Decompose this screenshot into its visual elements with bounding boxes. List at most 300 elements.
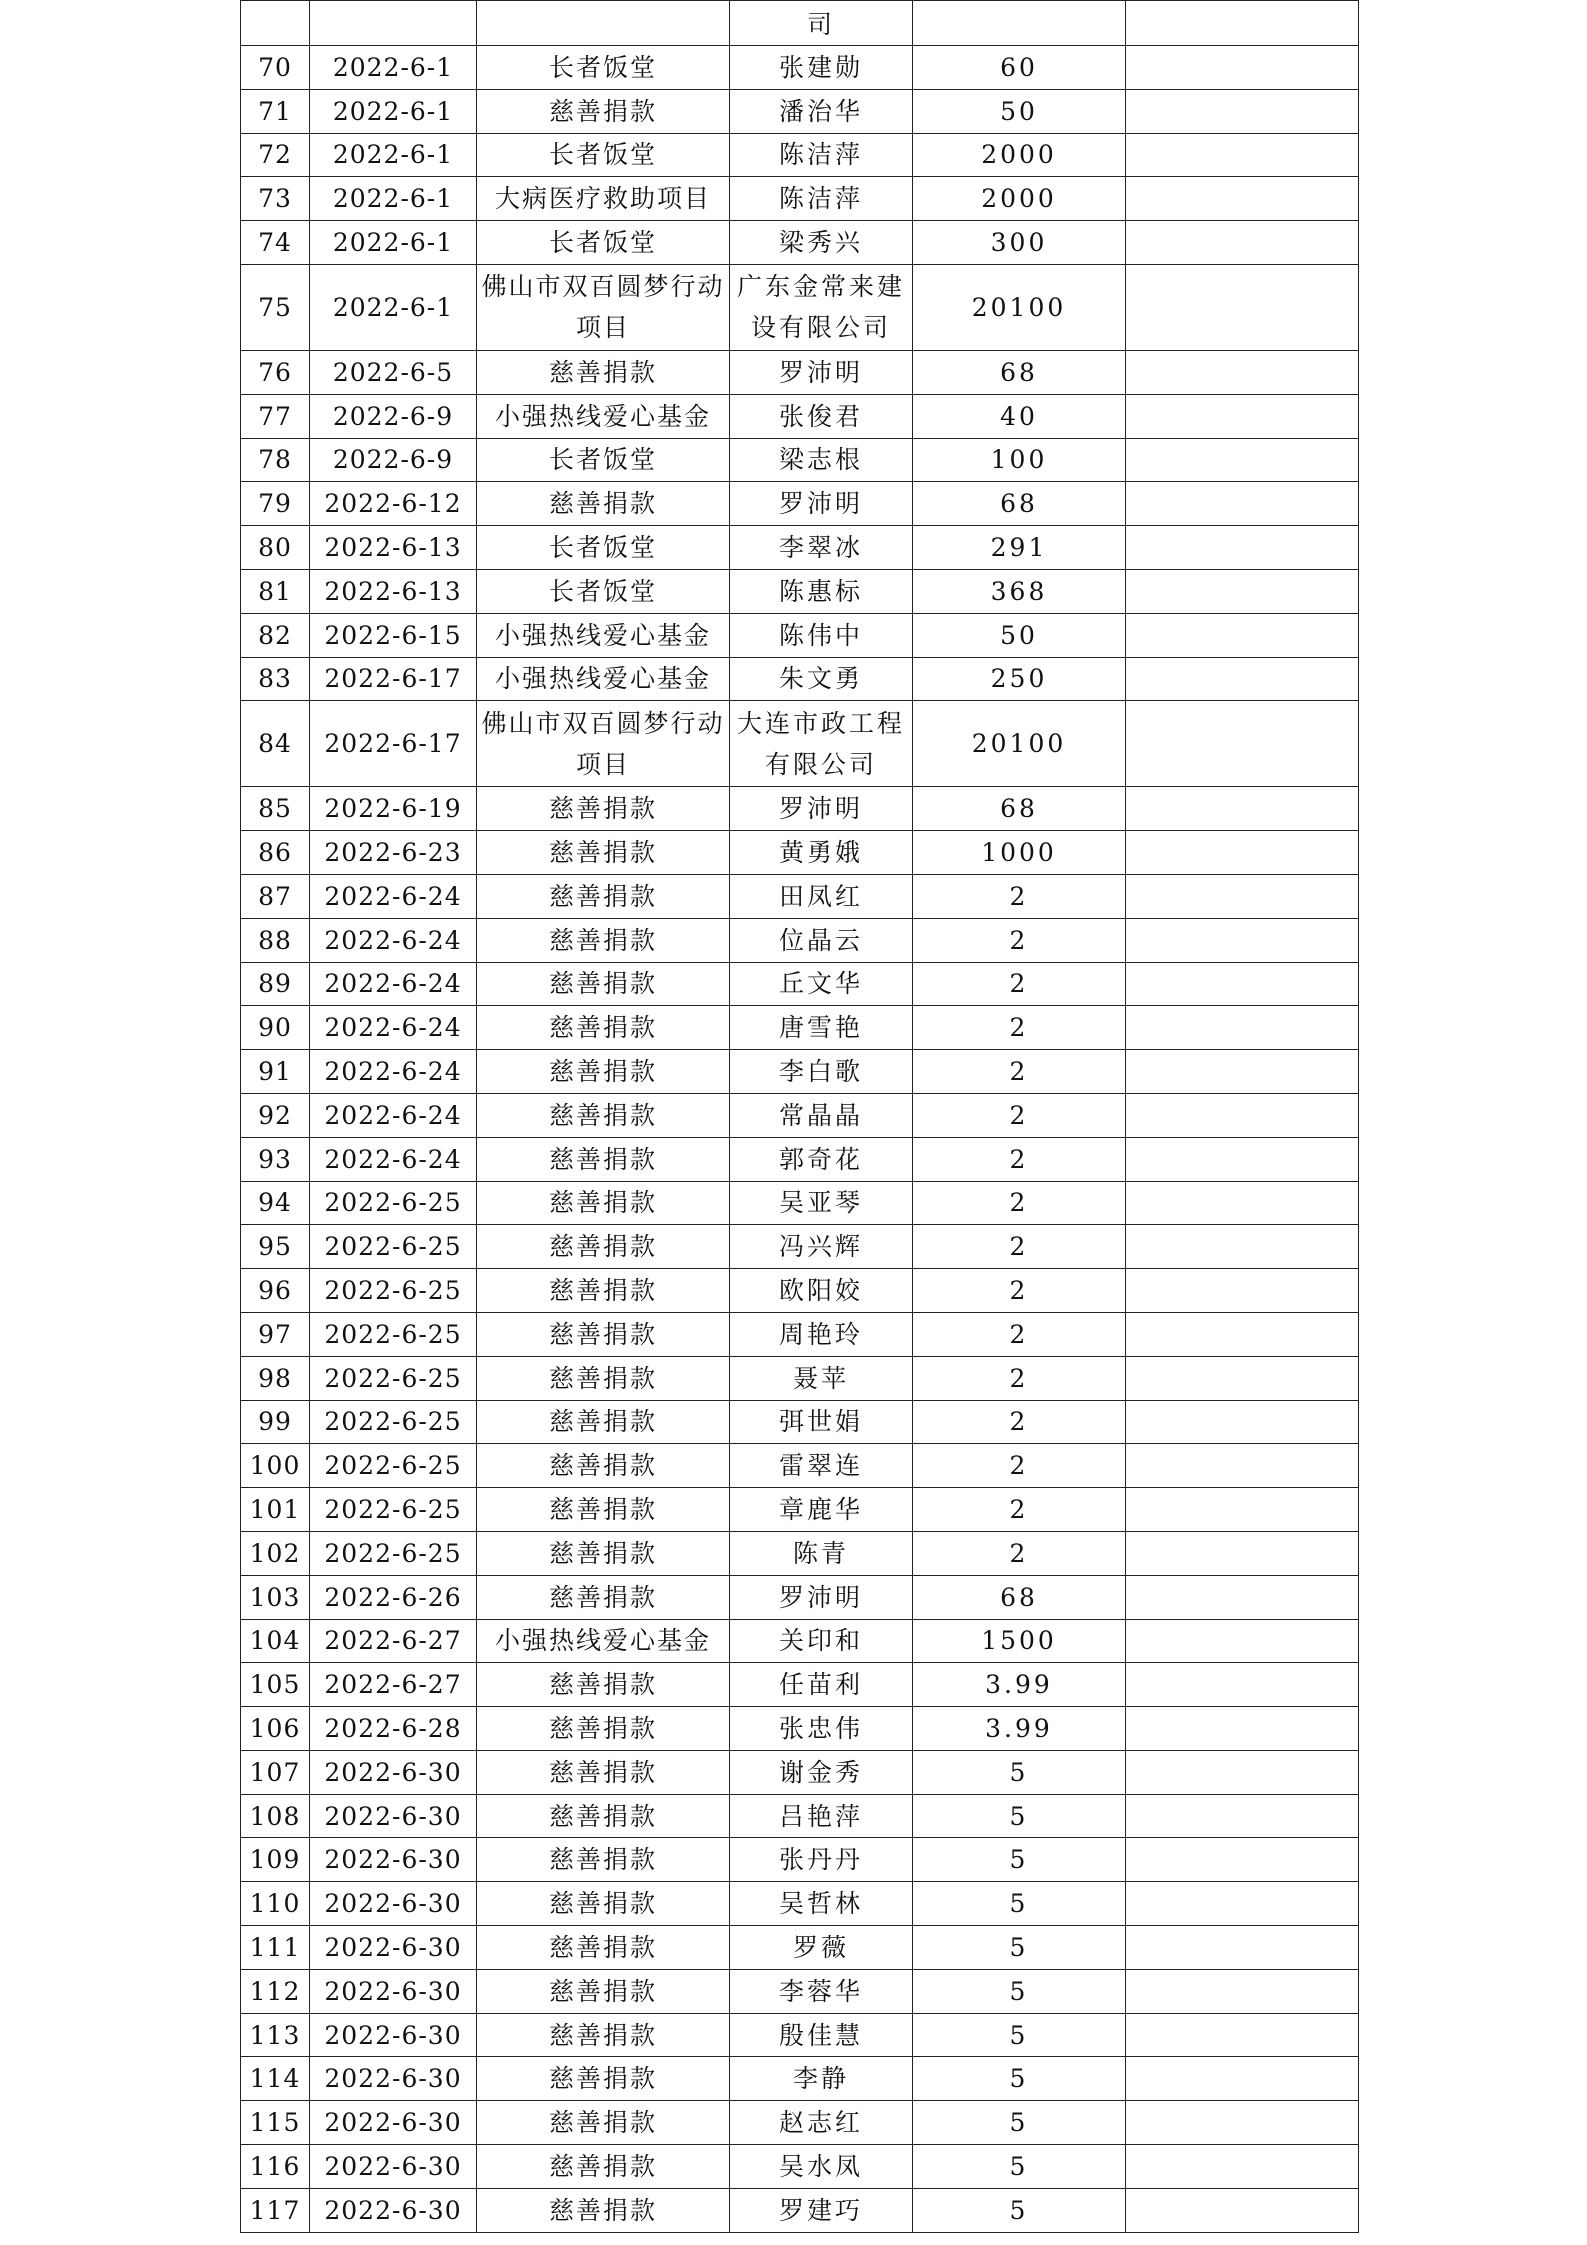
cell-note — [1126, 1488, 1359, 1532]
cell-date: 2022-6-9 — [310, 438, 477, 482]
cell-no: 110 — [241, 1882, 310, 1926]
cell-date: 2022-6-30 — [310, 1750, 477, 1794]
table-row — [241, 1882, 1359, 1926]
cell-note — [1126, 613, 1359, 657]
cell-donor: 关印和 — [730, 1619, 913, 1663]
table-row — [241, 264, 1359, 350]
cell-note — [1126, 1137, 1359, 1181]
table-row — [241, 1969, 1359, 2013]
cell-note — [1126, 1006, 1359, 1050]
cell-date: 2022-6-25 — [310, 1356, 477, 1400]
table-row — [241, 569, 1359, 613]
cell-date: 2022-6-17 — [310, 701, 477, 787]
cell-note — [1126, 1882, 1359, 1926]
cell-project: 慈善捐款 — [477, 1750, 730, 1794]
cell-amount: 2 — [913, 962, 1126, 1006]
donation-table — [240, 0, 1359, 2233]
cell-project: 小强热线爱心基金 — [477, 1619, 730, 1663]
cell-amount: 2 — [913, 1444, 1126, 1488]
table-row — [241, 1312, 1359, 1356]
cell-project: 佛山市双百圆梦行动项目 — [477, 701, 730, 787]
cell-donor: 吕艳萍 — [730, 1794, 913, 1838]
table-row — [241, 1838, 1359, 1882]
cell-project: 慈善捐款 — [477, 1969, 730, 2013]
cell-amount: 20100 — [913, 264, 1126, 350]
cell-date: 2022-6-5 — [310, 350, 477, 394]
table-row — [241, 1050, 1359, 1094]
cell-project: 小强热线爱心基金 — [477, 613, 730, 657]
cell-project: 大病医疗救助项目 — [477, 177, 730, 221]
cell-date: 2022-6-27 — [310, 1663, 477, 1707]
table-row — [241, 1663, 1359, 1707]
cell-project: 慈善捐款 — [477, 831, 730, 875]
cell-project: 慈善捐款 — [477, 1400, 730, 1444]
cell-amount: 5 — [913, 1926, 1126, 1970]
cell-note — [1126, 787, 1359, 831]
cell-project: 慈善捐款 — [477, 787, 730, 831]
cell-donor: 吴水凤 — [730, 2145, 913, 2189]
cell-donor: 朱文勇 — [730, 657, 913, 701]
cell-date: 2022-6-1 — [310, 46, 477, 90]
cell-note — [1126, 1794, 1359, 1838]
cell-date: 2022-6-1 — [310, 221, 477, 265]
table-row — [241, 1531, 1359, 1575]
cell-project: 慈善捐款 — [477, 2013, 730, 2057]
cell-amount: 5 — [913, 2013, 1126, 2057]
cell-amount: 5 — [913, 1969, 1126, 2013]
table-row — [241, 701, 1359, 787]
cell-project: 慈善捐款 — [477, 1488, 730, 1532]
cell-project: 慈善捐款 — [477, 1531, 730, 1575]
cell-date: 2022-6-30 — [310, 2145, 477, 2189]
cell-project: 慈善捐款 — [477, 1312, 730, 1356]
cell-amount: 5 — [913, 1750, 1126, 1794]
table-row — [241, 1137, 1359, 1181]
cell-date: 2022-6-13 — [310, 526, 477, 570]
cell-amount: 2 — [913, 1531, 1126, 1575]
cell-no: 87 — [241, 874, 310, 918]
cell-amount: 100 — [913, 438, 1126, 482]
cell-date: 2022-6-25 — [310, 1444, 477, 1488]
cell-amount: 3.99 — [913, 1707, 1126, 1751]
cell-amount: 5 — [913, 2101, 1126, 2145]
cell-donor: 任苗利 — [730, 1663, 913, 1707]
cell-note — [1126, 394, 1359, 438]
table-row — [241, 874, 1359, 918]
cell-amount: 5 — [913, 1882, 1126, 1926]
cell-note — [1126, 221, 1359, 265]
cell-donor: 黄勇娥 — [730, 831, 913, 875]
cell-amount: 68 — [913, 350, 1126, 394]
cell-no: 81 — [241, 569, 310, 613]
cell-date: 2022-6-13 — [310, 569, 477, 613]
cell-date: 2022-6-25 — [310, 1312, 477, 1356]
cell-donor: 欧阳姣 — [730, 1269, 913, 1313]
cell-donor: 丘文华 — [730, 962, 913, 1006]
table-row — [241, 89, 1359, 133]
table-row — [241, 438, 1359, 482]
cell-note — [1126, 177, 1359, 221]
cell-donor: 陈洁萍 — [730, 133, 913, 177]
table-row — [241, 1181, 1359, 1225]
cell-no: 117 — [241, 2188, 310, 2232]
cell-no: 105 — [241, 1663, 310, 1707]
cell-amount: 2000 — [913, 177, 1126, 221]
table-row — [241, 46, 1359, 90]
cell-donor: 司 — [730, 1, 913, 46]
table-row — [241, 1750, 1359, 1794]
cell-amount: 2 — [913, 1356, 1126, 1400]
cell-date: 2022-6-24 — [310, 1137, 477, 1181]
table-row — [241, 831, 1359, 875]
cell-no: 107 — [241, 1750, 310, 1794]
cell-note — [1126, 1619, 1359, 1663]
cell-note — [1126, 1750, 1359, 1794]
cell-no: 97 — [241, 1312, 310, 1356]
cell-amount: 60 — [913, 46, 1126, 90]
cell-project: 长者饭堂 — [477, 526, 730, 570]
cell-note — [1126, 1356, 1359, 1400]
cell-date: 2022-6-28 — [310, 1707, 477, 1751]
table-row — [241, 1093, 1359, 1137]
cell-project: 慈善捐款 — [477, 1838, 730, 1882]
table-row — [241, 394, 1359, 438]
cell-donor: 罗沛明 — [730, 1575, 913, 1619]
table-row — [241, 1619, 1359, 1663]
cell-amount — [913, 1, 1126, 46]
cell-note — [1126, 2188, 1359, 2232]
table-row — [241, 962, 1359, 1006]
cell-donor: 陈洁萍 — [730, 177, 913, 221]
cell-amount: 300 — [913, 221, 1126, 265]
cell-amount: 68 — [913, 1575, 1126, 1619]
cell-donor: 赵志红 — [730, 2101, 913, 2145]
cell-donor: 陈青 — [730, 1531, 913, 1575]
cell-date: 2022-6-30 — [310, 1969, 477, 2013]
cell-date: 2022-6-24 — [310, 962, 477, 1006]
cell-note — [1126, 1, 1359, 46]
cell-project: 慈善捐款 — [477, 1794, 730, 1838]
cell-no: 109 — [241, 1838, 310, 1882]
cell-note — [1126, 264, 1359, 350]
cell-donor: 张建勋 — [730, 46, 913, 90]
cell-date: 2022-6-30 — [310, 1926, 477, 1970]
cell-amount: 2 — [913, 1225, 1126, 1269]
cell-project: 慈善捐款 — [477, 89, 730, 133]
cell-date: 2022-6-12 — [310, 482, 477, 526]
cell-no: 83 — [241, 657, 310, 701]
cell-donor: 位晶云 — [730, 918, 913, 962]
cell-date: 2022-6-24 — [310, 1050, 477, 1094]
cell-note — [1126, 1050, 1359, 1094]
cell-donor: 吴哲林 — [730, 1882, 913, 1926]
cell-note — [1126, 1926, 1359, 1970]
cell-note — [1126, 2057, 1359, 2101]
cell-amount: 50 — [913, 89, 1126, 133]
cell-donor: 李蓉华 — [730, 1969, 913, 2013]
cell-date: 2022-6-27 — [310, 1619, 477, 1663]
cell-note — [1126, 350, 1359, 394]
cell-project: 慈善捐款 — [477, 2057, 730, 2101]
cell-project — [477, 1, 730, 46]
cell-note — [1126, 1838, 1359, 1882]
cell-project: 长者饭堂 — [477, 46, 730, 90]
cell-project: 慈善捐款 — [477, 918, 730, 962]
cell-project: 慈善捐款 — [477, 1050, 730, 1094]
cell-note — [1126, 1093, 1359, 1137]
cell-amount: 3.99 — [913, 1663, 1126, 1707]
cell-donor: 雷翠连 — [730, 1444, 913, 1488]
cell-amount: 5 — [913, 2188, 1126, 2232]
cell-project: 长者饭堂 — [477, 438, 730, 482]
cell-amount: 2000 — [913, 133, 1126, 177]
cell-no: 102 — [241, 1531, 310, 1575]
cell-note — [1126, 1312, 1359, 1356]
cell-donor: 郭奇花 — [730, 1137, 913, 1181]
cell-donor: 陈伟中 — [730, 613, 913, 657]
cell-project: 慈善捐款 — [477, 1269, 730, 1313]
cell-donor: 常晶晶 — [730, 1093, 913, 1137]
table-row — [241, 1006, 1359, 1050]
cell-amount: 368 — [913, 569, 1126, 613]
cell-date: 2022-6-25 — [310, 1531, 477, 1575]
cell-donor: 田凤红 — [730, 874, 913, 918]
cell-amount: 2 — [913, 1400, 1126, 1444]
cell-no: 108 — [241, 1794, 310, 1838]
cell-date: 2022-6-30 — [310, 1794, 477, 1838]
cell-date: 2022-6-9 — [310, 394, 477, 438]
table-row — [241, 133, 1359, 177]
cell-project: 慈善捐款 — [477, 1882, 730, 1926]
cell-project: 慈善捐款 — [477, 1181, 730, 1225]
table-row — [241, 482, 1359, 526]
cell-project: 慈善捐款 — [477, 2145, 730, 2189]
cell-no: 94 — [241, 1181, 310, 1225]
cell-project: 长者饭堂 — [477, 133, 730, 177]
cell-date: 2022-6-24 — [310, 874, 477, 918]
table-row — [241, 1926, 1359, 1970]
cell-amount: 5 — [913, 2145, 1126, 2189]
cell-note — [1126, 89, 1359, 133]
cell-no: 115 — [241, 2101, 310, 2145]
donation-table-body — [241, 1, 1359, 2233]
table-row — [241, 1707, 1359, 1751]
cell-project: 慈善捐款 — [477, 482, 730, 526]
table-row — [241, 221, 1359, 265]
cell-project: 慈善捐款 — [477, 350, 730, 394]
cell-amount: 250 — [913, 657, 1126, 701]
cell-no: 79 — [241, 482, 310, 526]
table-row — [241, 1269, 1359, 1313]
cell-no: 90 — [241, 1006, 310, 1050]
cell-date: 2022-6-30 — [310, 2013, 477, 2057]
table-row — [241, 177, 1359, 221]
table-row — [241, 657, 1359, 701]
cell-amount: 68 — [913, 482, 1126, 526]
table-row — [241, 2145, 1359, 2189]
table-row — [241, 1575, 1359, 1619]
cell-amount: 2 — [913, 1181, 1126, 1225]
cell-note — [1126, 1444, 1359, 1488]
cell-note — [1126, 1181, 1359, 1225]
cell-project: 慈善捐款 — [477, 2101, 730, 2145]
cell-donor: 罗建巧 — [730, 2188, 913, 2232]
cell-amount: 5 — [913, 1794, 1126, 1838]
table-row — [241, 1444, 1359, 1488]
cell-project: 慈善捐款 — [477, 874, 730, 918]
cell-note — [1126, 831, 1359, 875]
cell-date: 2022-6-24 — [310, 1093, 477, 1137]
table-row — [241, 2188, 1359, 2232]
cell-no: 99 — [241, 1400, 310, 1444]
table-row — [241, 350, 1359, 394]
table-row — [241, 918, 1359, 962]
cell-note — [1126, 2145, 1359, 2189]
cell-amount: 2 — [913, 1093, 1126, 1137]
cell-no: 95 — [241, 1225, 310, 1269]
cell-donor: 潘治华 — [730, 89, 913, 133]
cell-project: 慈善捐款 — [477, 1444, 730, 1488]
cell-project: 慈善捐款 — [477, 1575, 730, 1619]
cell-amount: 1500 — [913, 1619, 1126, 1663]
cell-no: 76 — [241, 350, 310, 394]
cell-no: 78 — [241, 438, 310, 482]
cell-date: 2022-6-1 — [310, 264, 477, 350]
cell-donor: 广东金常来建设有限公司 — [730, 264, 913, 350]
cell-date: 2022-6-30 — [310, 1882, 477, 1926]
cell-project: 小强热线爱心基金 — [477, 394, 730, 438]
cell-date: 2022-6-24 — [310, 918, 477, 962]
cell-amount: 2 — [913, 1312, 1126, 1356]
cell-project: 慈善捐款 — [477, 1006, 730, 1050]
cell-project: 慈善捐款 — [477, 1663, 730, 1707]
cell-no: 89 — [241, 962, 310, 1006]
cell-donor: 张忠伟 — [730, 1707, 913, 1751]
cell-date: 2022-6-19 — [310, 787, 477, 831]
cell-note — [1126, 962, 1359, 1006]
cell-amount: 291 — [913, 526, 1126, 570]
cell-date: 2022-6-25 — [310, 1225, 477, 1269]
cell-donor: 唐雪艳 — [730, 1006, 913, 1050]
table-row — [241, 2101, 1359, 2145]
cell-date: 2022-6-15 — [310, 613, 477, 657]
cell-note — [1126, 526, 1359, 570]
table-row — [241, 2013, 1359, 2057]
cell-amount: 2 — [913, 1269, 1126, 1313]
cell-no: 111 — [241, 1926, 310, 1970]
cell-no: 77 — [241, 394, 310, 438]
cell-project: 小强热线爱心基金 — [477, 657, 730, 701]
cell-project: 佛山市双百圆梦行动项目 — [477, 264, 730, 350]
cell-note — [1126, 1269, 1359, 1313]
cell-note — [1126, 1575, 1359, 1619]
table-row-continuation — [241, 1, 1359, 46]
table-row — [241, 1488, 1359, 1532]
cell-amount: 5 — [913, 1838, 1126, 1882]
cell-note — [1126, 1531, 1359, 1575]
cell-amount: 2 — [913, 1050, 1126, 1094]
table-row — [241, 613, 1359, 657]
cell-no: 104 — [241, 1619, 310, 1663]
cell-donor: 弭世娟 — [730, 1400, 913, 1444]
cell-donor: 梁志根 — [730, 438, 913, 482]
cell-no: 98 — [241, 1356, 310, 1400]
cell-donor: 罗沛明 — [730, 350, 913, 394]
cell-note — [1126, 1969, 1359, 2013]
cell-date: 2022-6-1 — [310, 89, 477, 133]
cell-note — [1126, 46, 1359, 90]
cell-no: 71 — [241, 89, 310, 133]
cell-no: 84 — [241, 701, 310, 787]
cell-donor: 罗沛明 — [730, 482, 913, 526]
table-row — [241, 1400, 1359, 1444]
cell-no: 80 — [241, 526, 310, 570]
cell-no: 96 — [241, 1269, 310, 1313]
cell-amount: 2 — [913, 1488, 1126, 1532]
cell-amount: 68 — [913, 787, 1126, 831]
cell-note — [1126, 1663, 1359, 1707]
cell-date: 2022-6-24 — [310, 1006, 477, 1050]
cell-donor: 梁秀兴 — [730, 221, 913, 265]
cell-no: 100 — [241, 1444, 310, 1488]
cell-donor: 殷佳慧 — [730, 2013, 913, 2057]
cell-project: 慈善捐款 — [477, 1137, 730, 1181]
table-row — [241, 787, 1359, 831]
cell-donor: 大连市政工程有限公司 — [730, 701, 913, 787]
cell-project: 慈善捐款 — [477, 1093, 730, 1137]
cell-donor: 冯兴辉 — [730, 1225, 913, 1269]
cell-amount: 5 — [913, 2057, 1126, 2101]
table-row — [241, 1356, 1359, 1400]
cell-project: 长者饭堂 — [477, 569, 730, 613]
cell-donor: 吴亚琴 — [730, 1181, 913, 1225]
cell-amount: 2 — [913, 1137, 1126, 1181]
cell-no: 72 — [241, 133, 310, 177]
table-row — [241, 1794, 1359, 1838]
cell-date: 2022-6-26 — [310, 1575, 477, 1619]
cell-date: 2022-6-25 — [310, 1269, 477, 1313]
cell-date: 2022-6-17 — [310, 657, 477, 701]
cell-no: 101 — [241, 1488, 310, 1532]
cell-donor: 李静 — [730, 2057, 913, 2101]
cell-amount: 40 — [913, 394, 1126, 438]
cell-no: 91 — [241, 1050, 310, 1094]
cell-donor: 陈惠标 — [730, 569, 913, 613]
cell-no: 75 — [241, 264, 310, 350]
cell-project: 慈善捐款 — [477, 1356, 730, 1400]
cell-no: 114 — [241, 2057, 310, 2101]
cell-project: 慈善捐款 — [477, 962, 730, 1006]
cell-no: 85 — [241, 787, 310, 831]
cell-date: 2022-6-25 — [310, 1400, 477, 1444]
cell-project: 慈善捐款 — [477, 1926, 730, 1970]
cell-note — [1126, 569, 1359, 613]
cell-no: 116 — [241, 2145, 310, 2189]
cell-note — [1126, 874, 1359, 918]
cell-project: 慈善捐款 — [477, 1225, 730, 1269]
cell-note — [1126, 1707, 1359, 1751]
cell-date: 2022-6-23 — [310, 831, 477, 875]
table-row — [241, 1225, 1359, 1269]
cell-no: 73 — [241, 177, 310, 221]
cell-no: 93 — [241, 1137, 310, 1181]
cell-project: 长者饭堂 — [477, 221, 730, 265]
cell-donor: 罗沛明 — [730, 787, 913, 831]
cell-date: 2022-6-1 — [310, 177, 477, 221]
cell-amount: 50 — [913, 613, 1126, 657]
cell-note — [1126, 918, 1359, 962]
cell-amount: 1000 — [913, 831, 1126, 875]
